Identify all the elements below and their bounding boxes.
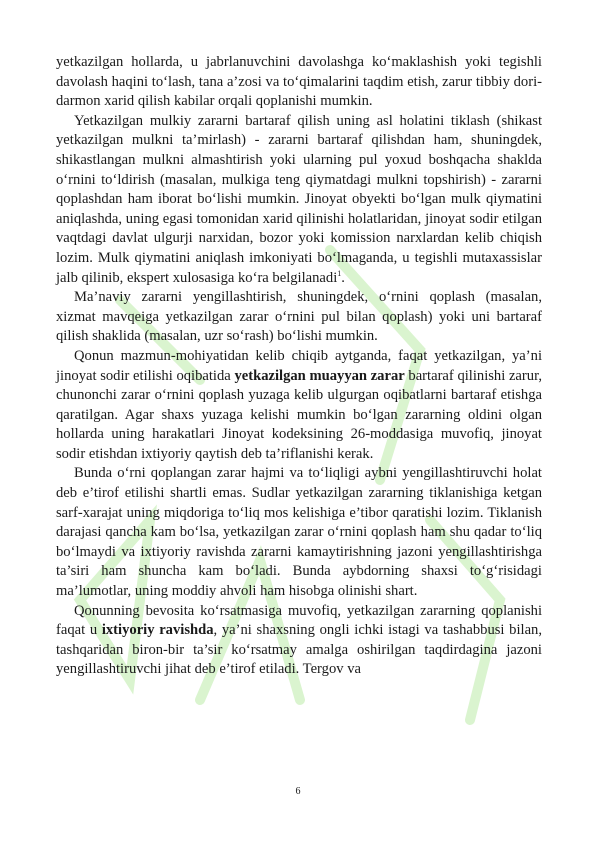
paragraph bbox=[56, 288, 542, 347]
text-segment: yetkazilgan hollarda, u jabrlanuvchini davolashga ko‘maklashish yoki tegishli davolash haqini to‘lash, tana a’zosi va to‘qimalarini taqdim etish, zarur tibbiy dori-darmon xarid qilish kabilar orqali qoplanishi mumkin. bbox=[56, 54, 542, 110]
text-segment: Qonun mazmun-mohiyatidan kelib chiqib aytganda, faqat yetkazilgan, ya’ni jinoyat sodir etilishi oqibatida bbox=[56, 347, 542, 384]
text-segment: bartaraf qilinishi zarur, chunonchi zarar o‘rnini qoplash yuzaga kelib ulgurgan oqibatlarni bartaraf etishga qaratilgan. Agar shaxs yuzaga kelishi mumkin bo‘lgan zararning oldini olgan hollarda uning harakatlari Jinoyat kodeksining 26-moddasiga muvofiq, jinoyat sodir etishdan ixtiyoriy qaytish deb ta’riflanishi kerak. bbox=[56, 367, 542, 462]
text-segment: Yetkazilgan mulkiy zararni bartaraf qilish uning asl holatini tiklash (shikast yetkazilgan mulkni ta’mirlash) - zararni bartaraf qilishdan ham, shuningdek, shikastlangan mulkni almashtirish yoki ularning pul yoxud boshqacha shaklda o‘rnini to‘ldirish (masalan, mulkiga teng qiymatdagi mulkni topshirish) - zararni qoplashdan ham iborat bo‘lishi mumkin. Jinoyat obyekti bo‘lgan mulk qiymatini aniqlashda, uning egasi tomonidan xarid qilinishi holatlaridan, jinoyat sodir etilgan vaqtdagi davlat ulgurji narxidan, bozor yoki komission narxlardan kelib chiqish lozim. Mulk qiymatini aniqlash imkoniyati bo‘lmaganda, u tegishli mutaxassislar jalb qilinib, ekspert xulosasiga ko‘ra belgilanadi bbox=[56, 112, 542, 286]
bold-text: ixtiyoriy ravishda bbox=[101, 622, 214, 639]
footnote-reference: 1 bbox=[337, 268, 342, 278]
paragraph bbox=[56, 464, 542, 601]
bold-text: yetkazilgan muayyan zarar bbox=[234, 367, 405, 384]
text-segment: Bunda o‘rni qoplangan zarar hajmi va to‘liqligi aybni yengillashtiruvchi holat deb e’tirof etilishi shartli emas. Sudlar yetkazilgan zararning tiklanishiga ketgan sarf-xarajat uning miqdoriga to‘liq mos kelishiga e’tibor qaratishi lozim. Tiklanish darajasi qancha kam bo‘lsa, yetkazilgan zarar o‘rnini qoplash ham shu qadar to‘liq bo‘lmaydi va ixtiyoriy ravishda zararni kamaytirishning jazoni yengillashtirishga ta’siri ham shuncha kam bo‘ladi. Bunda aybdorning shaxsi to‘g‘risidagi ma’lumotlar, uning moddiy ahvoli ham hisobga olinishi shart. bbox=[56, 465, 542, 600]
document-page bbox=[56, 53, 542, 680]
text-segment: , ya’ni shaxsning ongli ichki istagi va tashabbusi bilan, tashqaridan biron-bir ta’sir ko‘rsatmay amalga oshirilgan taqdirdagina jazoni yengillashtiruvchi jihat deb e’tirof etiladi. Tergov va bbox=[56, 622, 542, 678]
paragraph bbox=[56, 602, 542, 680]
page-number: 6 bbox=[295, 786, 301, 797]
text-segment: Qonunning bevosita ko‘rsatmasiga muvofiq, yetkazilgan zararning qoplanishi faqat u bbox=[56, 602, 542, 639]
paragraph bbox=[56, 347, 542, 465]
text-segment: Ma’naviy zararni yengillashtirish, shuningdek, o‘rnini qoplash (masalan, xizmat mavqeiga yetkazilgan zarar o‘rnini pul bilan qoplash) yoki uni bartaraf qilish shaklida (masalan, uzr so‘rash) bo‘lishi mumkin. bbox=[56, 289, 542, 345]
text-segment: . bbox=[341, 269, 345, 286]
paragraph bbox=[56, 112, 542, 288]
paragraph bbox=[56, 53, 542, 112]
